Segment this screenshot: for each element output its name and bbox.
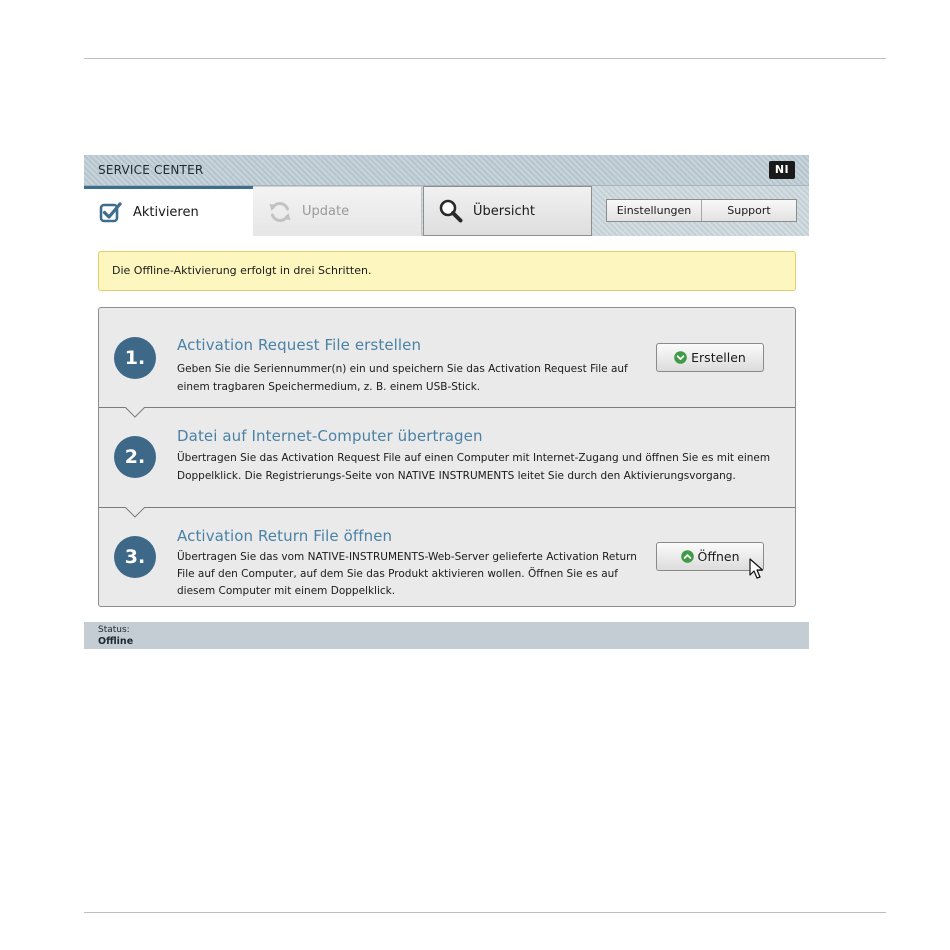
chevron-down-icon [674,351,687,364]
oeffnen-button[interactable] [656,542,764,571]
step-number-badge: 3. [114,536,156,578]
step-2 [99,407,795,507]
step-title: Activation Return File öffnen [177,527,393,545]
tab-label: Übersicht [473,203,535,219]
page-top-rule [84,58,886,59]
tab-update[interactable] [253,186,422,236]
step-number-badge: 2. [114,436,156,478]
tab-uebersicht[interactable] [423,186,592,236]
step-title: Activation Request File erstellen [177,336,422,354]
title-bar [84,155,809,186]
settings-support-button-group [606,199,797,222]
button-label: Öffnen [697,549,740,564]
erstellen-button[interactable] [656,343,764,372]
window-title: SERVICE CENTER [98,163,204,177]
tab-bar [84,186,809,236]
support-button[interactable]: Support [701,200,796,221]
checkmark-icon [98,200,124,226]
step-description: Geben Sie die Seriennummer(n) ein und speichern Sie das Activation Request File auf einem tragbaren Speichermedium, z. B. einem USB-Stick. [177,363,628,393]
ni-logo: NI [769,161,795,179]
status-label: Status: [98,625,130,635]
search-icon [438,198,464,224]
status-bar [84,622,809,649]
step-number-badge: 1. [114,337,156,379]
status-value: Offline [98,636,134,647]
steps-panel [98,307,796,607]
step-divider-notch [125,507,145,518]
service-center-window [84,155,809,649]
step-title: Datei auf Internet-Computer übertragen [177,427,483,445]
step-description: Übertragen Sie das Activation Request File auf einen Computer mit Internet-Zugang und öffnen Sie es mit einem Doppelklick. Die Registrierungs-Seite von NATIVE INSTRUMENTS leitet Sie durch den Aktivierungsvorgang. [177,452,771,482]
refresh-icon [267,199,293,225]
tab-label: Update [302,204,350,219]
tab-label: Aktivieren [133,205,199,220]
page-bottom-rule [84,912,886,913]
tab-aktivieren[interactable] [84,186,253,236]
info-notice: Die Offline-Aktivierung erfolgt in drei Schritten. [98,251,796,291]
step-divider-notch [125,407,145,418]
mouse-pointer-icon [749,558,765,580]
step-description: Übertragen Sie das vom NATIVE-INSTRUMENTS-Web-Server gelieferte Activation Return File auf den Computer, auf dem Sie das Produkt aktivieren wollen. Öffnen Sie es auf diesem Computer mit einem Doppelklick. [177,551,637,597]
step-3 [99,507,795,607]
step-1 [99,308,795,407]
button-label: Erstellen [691,350,746,365]
settings-button[interactable]: Einstellungen [616,204,692,217]
chevron-up-icon [681,550,694,563]
